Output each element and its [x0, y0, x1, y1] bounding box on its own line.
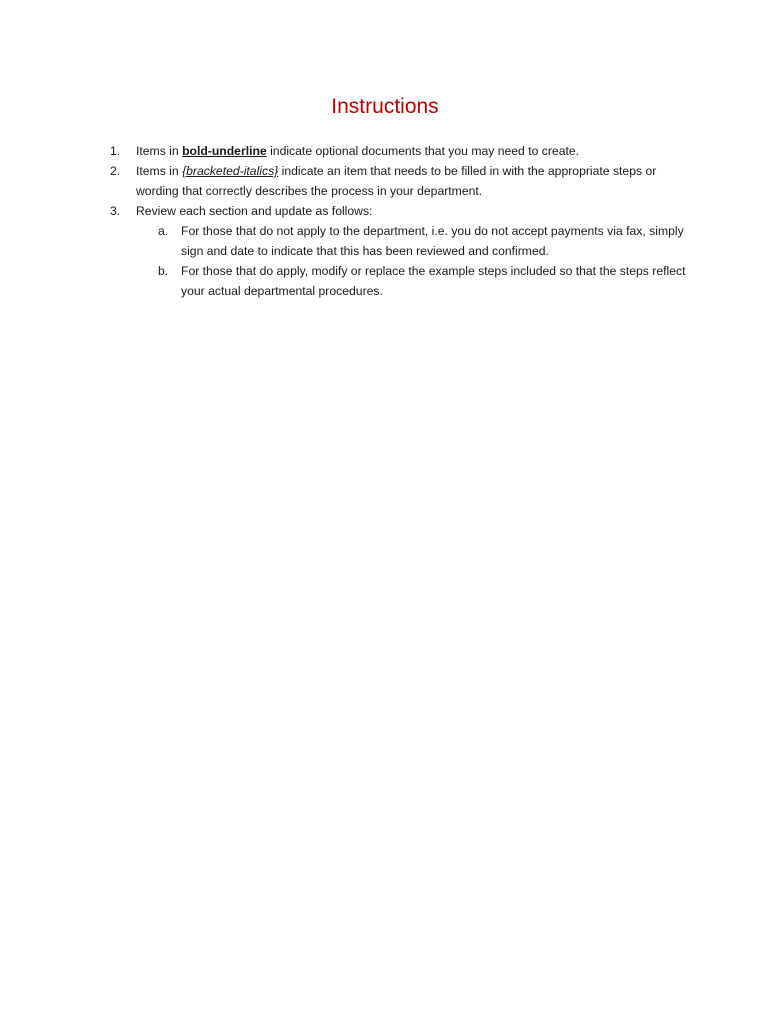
sub-list-item-letter: b. — [158, 264, 169, 278]
list-item-text-prefix: Items in — [136, 144, 183, 158]
instruction-list — [106, 141, 686, 301]
sub-list-item — [136, 221, 686, 261]
list-item-number: 2. — [110, 164, 121, 178]
list-item-text-suffix: indicate an item that needs to be filled in with the appropriate steps or wording that correctly describes the process in your department. — [136, 164, 657, 198]
list-item-text-prefix: Items in — [136, 164, 183, 178]
sub-list-item — [136, 261, 686, 301]
sub-list-item-text: For those that do not apply to the department, i.e. you do not accept payments via fax, simply sign and date to indicate that this has been reviewed and confirmed. — [181, 224, 684, 258]
sub-list-item-letter: a. — [158, 224, 169, 238]
bold-underline-example: bold-underline — [182, 144, 267, 158]
sub-list-item-text: For those that do apply, modify or replace the example steps included so that the steps reflect your actual departmental procedures. — [181, 264, 686, 298]
list-item — [106, 161, 686, 201]
list-item-number: 3. — [110, 204, 121, 218]
page-title: Instructions — [331, 95, 439, 118]
bracketed-italics-example: {bracketed-italics} — [182, 164, 279, 178]
list-item-number: 1. — [110, 144, 121, 158]
list-item — [106, 201, 686, 301]
list-item-text-suffix: indicate optional documents that you may need to create. — [266, 144, 580, 158]
list-item-text: Review each section and update as follows: — [136, 204, 373, 218]
list-item — [106, 141, 686, 161]
